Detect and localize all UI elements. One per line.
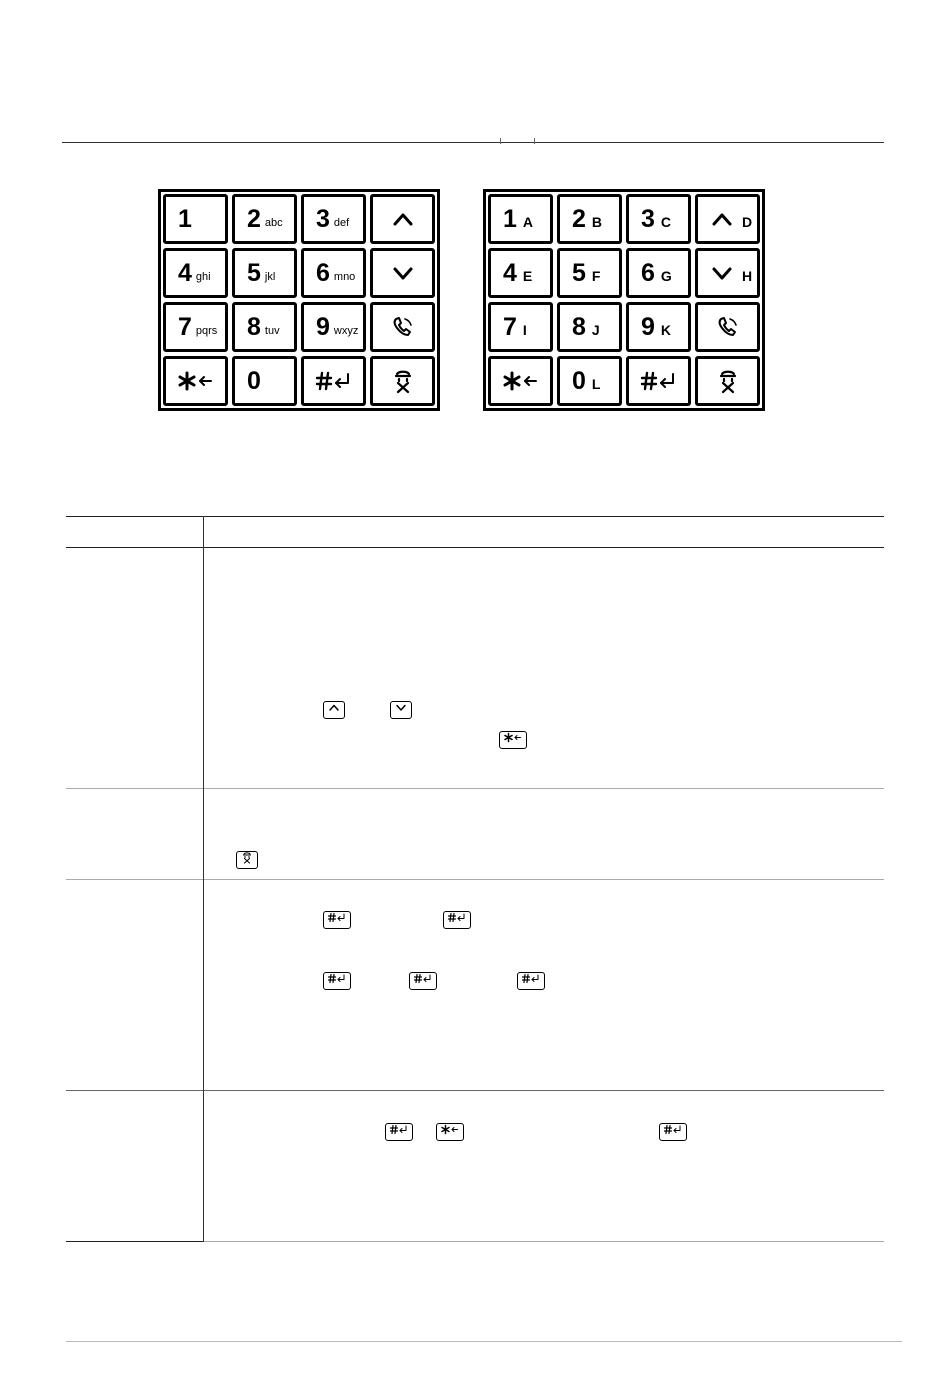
key-digit-label: 7 [178,312,192,341]
key-hash-enter[interactable] [301,356,366,406]
key-letters-label: def [333,217,350,229]
table-bottom-rule [66,1241,203,1242]
mini-key-concierge [236,851,258,869]
key-letters-label: H [742,268,753,284]
mini-key-hash-enter [443,911,471,929]
mini-key-hash-enter [517,972,545,990]
table-row-divider [66,879,884,880]
key-letters-label: E [522,268,533,284]
keypad-caps [483,189,765,411]
hash-enter-icon [389,1123,409,1141]
up-arrow-icon [708,206,736,232]
key-digit-label: 0 [572,366,586,395]
key-digit-0[interactable] [232,356,297,406]
key-letters-label: G [660,268,672,284]
key-concierge[interactable] [370,356,435,406]
mini-key-star-back [499,731,527,749]
header-tick [534,138,535,144]
key-digit-label: 4 [178,258,192,287]
key-digit-6[interactable] [626,248,691,298]
up-arrow-icon [327,701,341,719]
star-back-icon [440,1123,460,1141]
key-digit-label: 4 [503,258,517,287]
up-arrow-icon [389,206,417,232]
key-letters-label: C [660,214,672,230]
key-hash-enter[interactable] [626,356,691,406]
key-letters-label: mno [333,271,356,283]
table-bottom-rule-right [203,1241,884,1242]
key-digit-label: 2 [572,204,586,233]
concierge-icon [240,851,254,869]
hash-enter-icon [413,972,433,990]
mini-key-star-back [436,1123,464,1141]
key-letters-label: F [591,268,601,284]
key-star-back[interactable] [163,356,228,406]
star-back-icon [503,731,523,749]
key-digit-9[interactable] [626,302,691,352]
star-back-icon [176,368,216,394]
key-digit-label: 3 [641,204,655,233]
down-arrow-icon [708,260,736,286]
key-digit-9[interactable] [301,302,366,352]
mini-key-hash-enter [323,911,351,929]
key-up-arrow[interactable] [695,194,760,244]
key-star-back[interactable] [488,356,553,406]
mini-key-hash-enter [323,972,351,990]
hash-enter-icon [521,972,541,990]
key-digit-label: 2 [247,204,261,233]
key-down-arrow[interactable] [370,248,435,298]
hash-enter-icon [447,911,467,929]
table-row-divider [66,1090,884,1091]
key-letters-label: pqrs [195,325,218,337]
down-arrow-icon [394,701,408,719]
key-letters-label: tuv [264,325,280,337]
key-digit-4[interactable] [488,248,553,298]
key-letters-label: ghi [195,271,211,283]
key-down-arrow[interactable] [695,248,760,298]
table-header-rule [66,547,884,548]
key-digit-3[interactable] [301,194,366,244]
keypad-letters [158,189,440,411]
hash-enter-icon [639,368,679,394]
key-letters-label: L [591,376,601,392]
hash-enter-icon [327,911,347,929]
mini-key-hash-enter [409,972,437,990]
concierge-icon [714,368,742,394]
mini-key-hash-enter [385,1123,413,1141]
hash-enter-icon [663,1123,683,1141]
key-digit-label: 0 [247,366,261,395]
key-digit-1[interactable] [163,194,228,244]
key-digit-3[interactable] [626,194,691,244]
down-arrow-icon [389,260,417,286]
key-digit-7[interactable] [488,302,553,352]
key-letters-label: D [742,214,753,230]
key-letters-label: J [591,322,600,338]
key-digit-5[interactable] [232,248,297,298]
mini-key-hash-enter [659,1123,687,1141]
key-letters-label: K [660,322,672,338]
header-rule [62,142,884,143]
key-digit-label: 1 [178,204,192,233]
key-digit-label: 9 [641,312,655,341]
key-digit-6[interactable] [301,248,366,298]
key-digit-0[interactable] [557,356,622,406]
table-row-divider [66,788,884,789]
key-digit-label: 8 [247,312,261,341]
footer-rule [66,1341,902,1342]
call-icon [714,314,742,340]
key-letters-label: wxyz [333,325,359,337]
table-top-rule [66,516,884,517]
key-concierge[interactable] [695,356,760,406]
key-letters-label: jkl [264,271,276,283]
hash-enter-icon [327,972,347,990]
table-column-divider [203,516,204,1242]
key-digit-label: 1 [503,204,517,233]
key-digit-2[interactable] [232,194,297,244]
call-icon [389,314,417,340]
mini-key-down-arrow [390,701,412,719]
key-digit-1[interactable] [488,194,553,244]
key-digit-label: 7 [503,312,517,341]
hash-enter-icon [314,368,354,394]
key-call[interactable] [695,302,760,352]
key-digit-label: 5 [247,258,261,287]
key-digit-label: 5 [572,258,586,287]
key-digit-5[interactable] [557,248,622,298]
key-letters-label: abc [264,217,283,229]
key-digit-8[interactable] [557,302,622,352]
key-digit-label: 3 [316,204,330,233]
key-digit-8[interactable] [232,302,297,352]
mini-key-up-arrow [323,701,345,719]
key-digit-label: 6 [641,258,655,287]
function-table [66,516,884,1242]
key-letters-label: B [591,214,603,230]
concierge-icon [389,368,417,394]
key-letters-label: I [522,322,527,338]
key-digit-7[interactable] [163,302,228,352]
star-back-icon [501,368,541,394]
key-digit-4[interactable] [163,248,228,298]
key-digit-2[interactable] [557,194,622,244]
key-digit-label: 6 [316,258,330,287]
key-digit-label: 8 [572,312,586,341]
key-letters-label: A [522,214,534,230]
key-up-arrow[interactable] [370,194,435,244]
header-tick [500,138,501,144]
key-call[interactable] [370,302,435,352]
key-digit-label: 9 [316,312,330,341]
